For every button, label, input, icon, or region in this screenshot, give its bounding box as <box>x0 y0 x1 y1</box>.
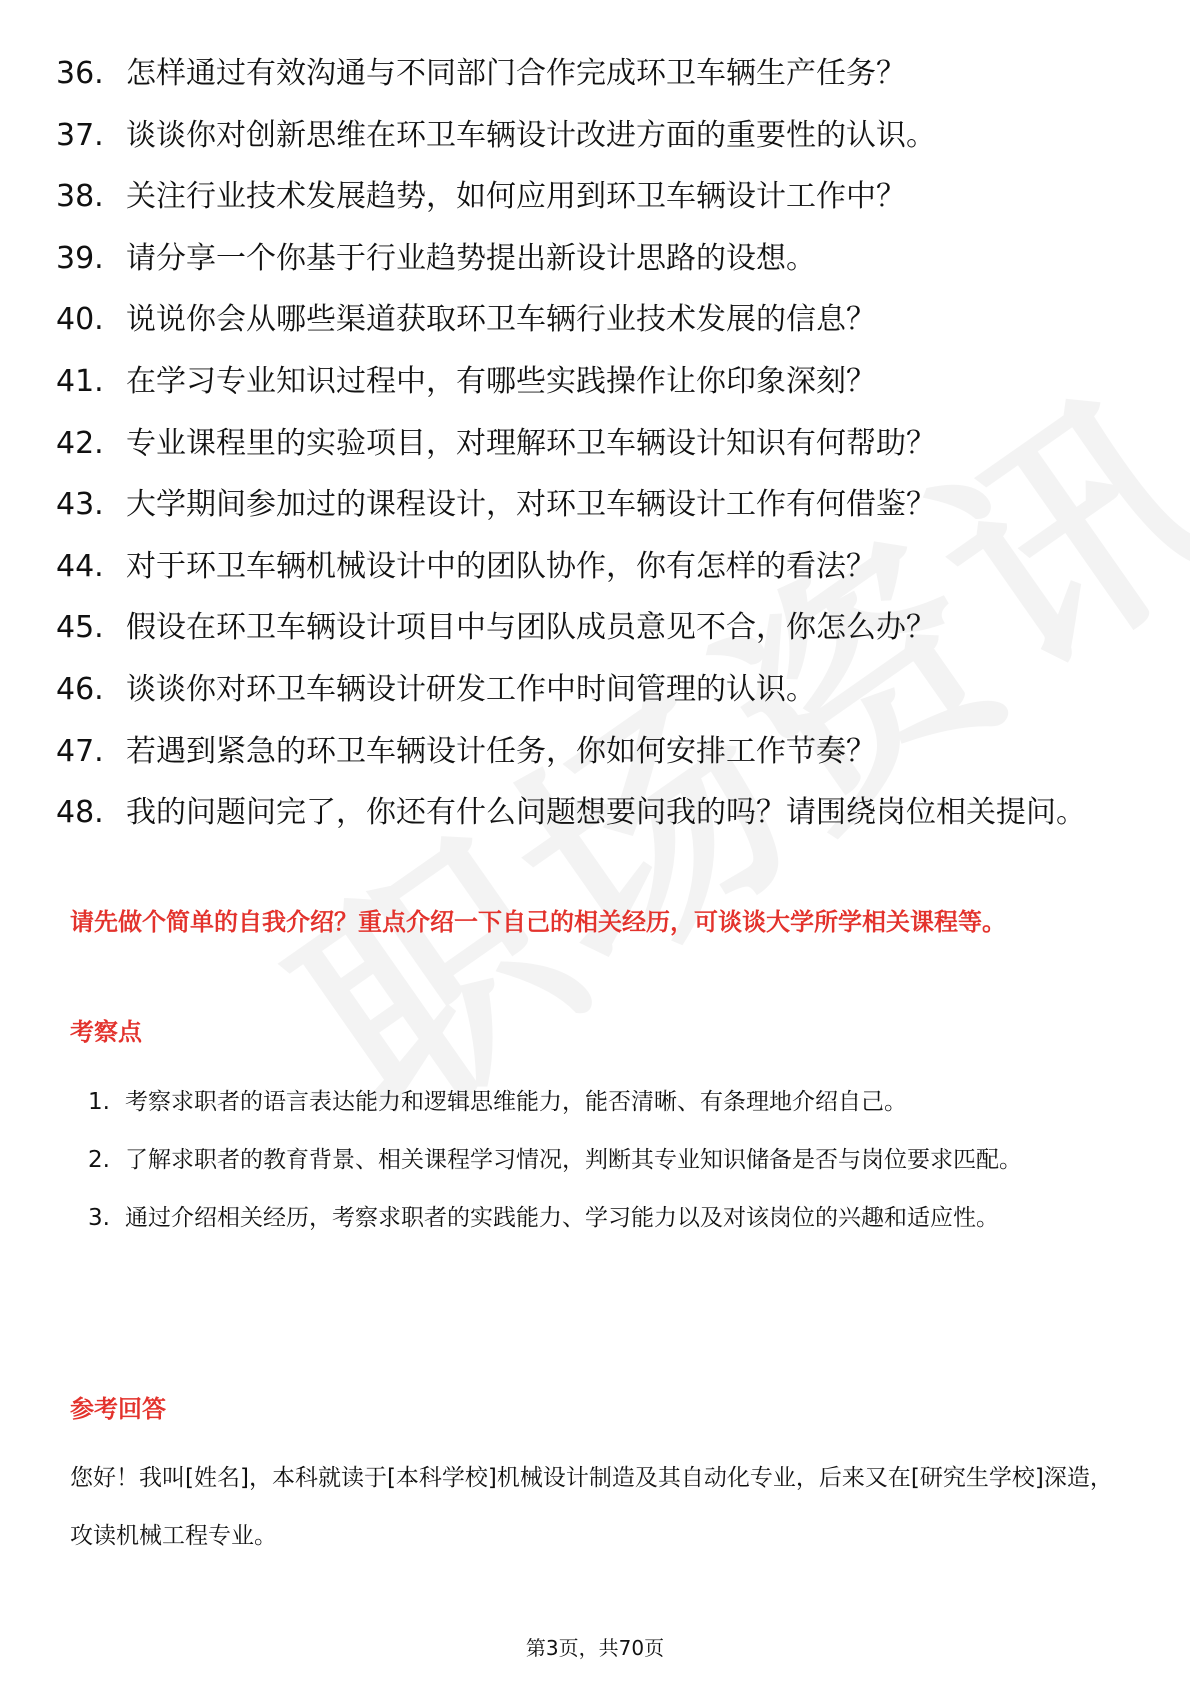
question-item <box>56 171 1136 223</box>
inspection-points-list <box>70 1073 1130 1247</box>
question-text: 专业课程里的实验项目，对理解环卫车辆设计知识有何帮助？ <box>126 425 936 461</box>
question-item <box>56 233 1136 285</box>
question-number: 44. <box>56 548 104 584</box>
question-number: 40. <box>56 302 104 338</box>
question-item <box>56 664 1136 716</box>
question-item <box>56 356 1136 408</box>
question-text: 谈谈你对创新思维在环卫车辆设计改进方面的重要性的认识。 <box>126 117 936 153</box>
question-item <box>56 479 1136 531</box>
question-text: 请分享一个你基于行业趋势提出新设计思路的设想。 <box>126 240 816 276</box>
reference-answer-text: 您好！我叫[姓名]，本科就读于[本科学校]机械设计制造及其自动化专业，后来又在[研究生学校]深造，攻读机械工程专业。 <box>70 1465 1113 1549</box>
question-number: 41. <box>56 363 104 399</box>
question-number: 37. <box>56 117 104 153</box>
page-footer: 第3页，共70页 <box>525 1636 665 1660</box>
question-text: 我的问题问完了，你还有什么问题想要问我的吗？请围绕岗位相关提问。 <box>126 795 1086 831</box>
question-item <box>56 726 1136 778</box>
point-text: 考察求职者的语言表达能力和逻辑思维能力，能否清晰、有条理地介绍自己。 <box>125 1089 907 1115</box>
question-item <box>56 602 1136 654</box>
question-item <box>56 48 1136 100</box>
question-number: 43. <box>56 487 104 523</box>
question-number: 45. <box>56 610 104 646</box>
question-list <box>56 48 1136 849</box>
question-text: 关注行业技术发展趋势，如何应用到环卫车辆设计工作中？ <box>126 179 906 215</box>
point-number: 2. <box>88 1147 110 1173</box>
question-item <box>56 418 1136 470</box>
inspection-heading: 考察点 <box>70 1018 142 1046</box>
point-text: 通过介绍相关经历，考察求职者的实践能力、学习能力以及对该岗位的兴趣和适应性。 <box>125 1205 999 1231</box>
question-text: 若遇到紧急的环卫车辆设计任务，你如何安排工作节奏？ <box>126 733 876 769</box>
inspection-point <box>70 1073 1130 1131</box>
question-item <box>56 541 1136 593</box>
question-text: 大学期间参加过的课程设计，对环卫车辆设计工作有何借鉴？ <box>126 487 936 523</box>
question-text: 谈谈你对环卫车辆设计研发工作中时间管理的认识。 <box>126 671 816 707</box>
inspection-point <box>70 1189 1130 1247</box>
question-text: 怎样通过有效沟通与不同部门合作完成环卫车辆生产任务？ <box>126 56 906 91</box>
point-text: 了解求职者的教育背景、相关课程学习情况，判断其专业知识储备是否与岗位要求匹配。 <box>125 1147 1022 1173</box>
question-number: 36. <box>56 56 104 91</box>
interview-prompt: 请先做个简单的自我介绍？重点介绍一下自己的相关经历，可谈谈大学所学相关课程等。 <box>70 908 1006 936</box>
question-number: 48. <box>56 795 104 831</box>
question-number: 47. <box>56 733 104 769</box>
question-number: 39. <box>56 240 104 276</box>
question-text: 说说你会从哪些渠道获取环卫车辆行业技术发展的信息？ <box>126 302 876 338</box>
question-item <box>56 110 1136 162</box>
question-number: 42. <box>56 425 104 461</box>
question-text: 在学习专业知识过程中，有哪些实践操作让你印象深刻？ <box>126 363 876 399</box>
inspection-point <box>70 1131 1130 1189</box>
question-item <box>56 294 1136 346</box>
question-text: 假设在环卫车辆设计项目中与团队成员意见不合，你怎么办？ <box>126 610 936 646</box>
point-number: 3. <box>88 1205 110 1231</box>
question-item <box>56 787 1136 839</box>
point-number: 1. <box>88 1089 110 1115</box>
reference-heading: 参考回答 <box>70 1395 166 1423</box>
question-number: 38. <box>56 179 104 215</box>
question-number: 46. <box>56 671 104 707</box>
question-text: 对于环卫车辆机械设计中的团队协作，你有怎样的看法？ <box>126 548 876 584</box>
